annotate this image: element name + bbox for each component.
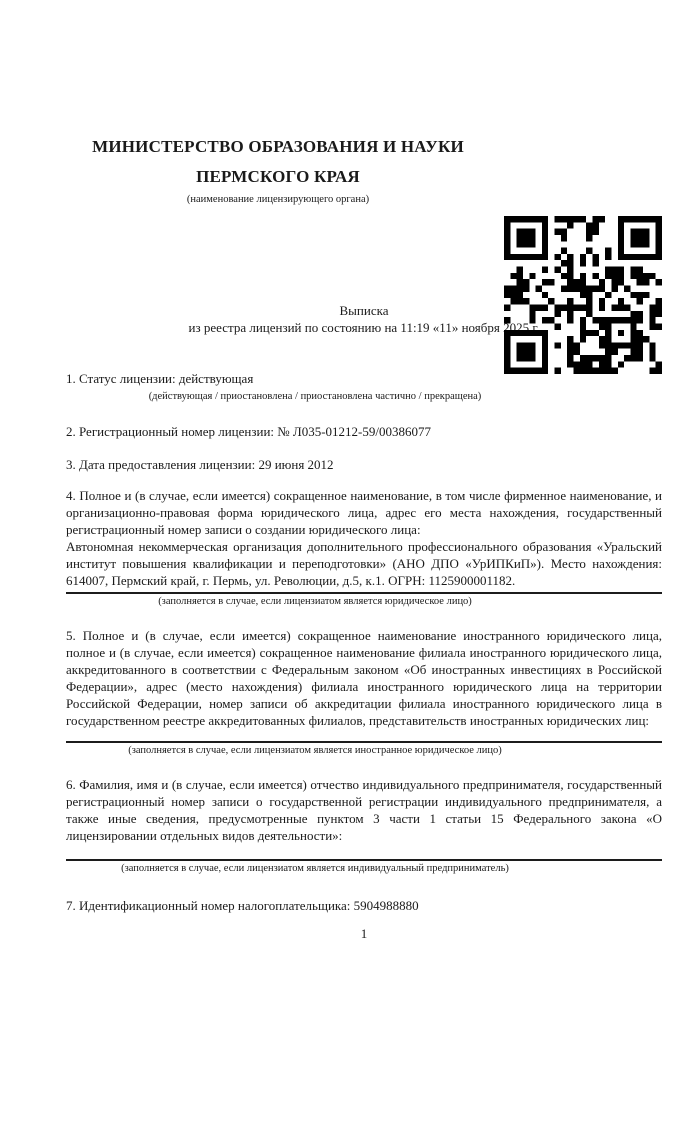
license-status-text: 1. Статус лицензии: действующая xyxy=(66,371,254,386)
ministry-name-line-2: ПЕРМСКОГО КРАЯ xyxy=(196,167,360,186)
legal-entity-note: (заполняется в случае, если лицензиатом является юридическое лицо) xyxy=(158,596,472,607)
foreign-entity-field xyxy=(66,627,662,757)
ministry-caption: (наименование лицензирующего органа) xyxy=(186,194,370,205)
legal-entity-question: 4. Полное и (в случае, если имеется) сокращенное наименование, в том числе фирменное наименование, и организационно-правовая форма юридического лица, адрес его места нахождения, государственный регистрационный номер записи о создании юридического лица: xyxy=(66,488,662,537)
grant-date-field xyxy=(66,456,662,473)
entrepreneur-field xyxy=(66,776,662,875)
grant-date-text: 3. Дата предоставления лицензии: 29 июня 2012 xyxy=(66,457,334,472)
taxpayer-id-text: 7. Идентификационный номер налогоплательщика: 5904988880 xyxy=(66,898,419,913)
fill-line xyxy=(66,741,662,743)
registration-number-field xyxy=(66,423,662,440)
document-title-line-2: из реестра лицензий по состоянию на 11:19 «11» ноября 2025 г. xyxy=(188,320,540,335)
foreign-entity-note: (заполняется в случае, если лицензиатом является иностранное юридическое лицо) xyxy=(128,745,502,756)
registration-number-text: 2. Регистрационный номер лицензии: № Л035-01212-59/00386077 xyxy=(66,424,432,439)
foreign-entity-question: 5. Полное и (в случае, если имеется) сокращенное наименование иностранного юридического лица, полное и (в случае, если имеется) сокращенное наименование филиала иностранного юридического лица, аккредитованного в соответствии с Федеральным законом «Об иностранных инвестициях в Российской Федерации», адрес (место нахождения) филиала иностранного юридического лица на территории Российской Федерации, номер записи об аккредитации филиала иностранного юридического лица в государственном реестре аккредитованных филиалов, представительств иностранных юридических лиц: xyxy=(66,628,662,728)
qr-code xyxy=(504,216,662,374)
ministry-name-line-1: МИНИСТЕРСТВО ОБРАЗОВАНИЯ И НАУКИ xyxy=(92,137,464,156)
entrepreneur-question: 6. Фамилия, имя и (в случае, если имеется) отчество индивидуального предпринимателя, государственный регистрационный номер записи о государственной регистрации индивидуального предпринимателя, а также иные сведения, предусмотренные пунктом 3 части 1 статьи 15 Федерального закона «О лицензировании отдельных видов деятельности»: xyxy=(66,777,662,843)
taxpayer-id-field xyxy=(66,897,662,914)
license-status-field xyxy=(66,370,662,403)
legal-entity-answer: Автономная некоммерческая организация дополнительного профессионального образования «Уральский институт повышения квалификации и переподготовки» (АНО ДПО «УрИПКиП»). Место нахождения: 614007, Пермский край, г. Пермь, ул. Революции, д.5, к.1. ОГРН: 1125900001182. xyxy=(66,539,662,588)
status-options-note: (действующая / приостановлена / приостановлена частично / прекращена) xyxy=(148,391,482,402)
entrepreneur-note: (заполняется в случае, если лицензиатом является индивидуальный предприниматель) xyxy=(121,863,509,874)
document-title-line-1: Выписка xyxy=(339,303,389,318)
legal-entity-field xyxy=(66,487,662,608)
page-number: 1 xyxy=(360,926,368,941)
fill-line xyxy=(66,859,662,861)
ministry-name xyxy=(66,132,490,192)
fill-line xyxy=(66,592,662,594)
